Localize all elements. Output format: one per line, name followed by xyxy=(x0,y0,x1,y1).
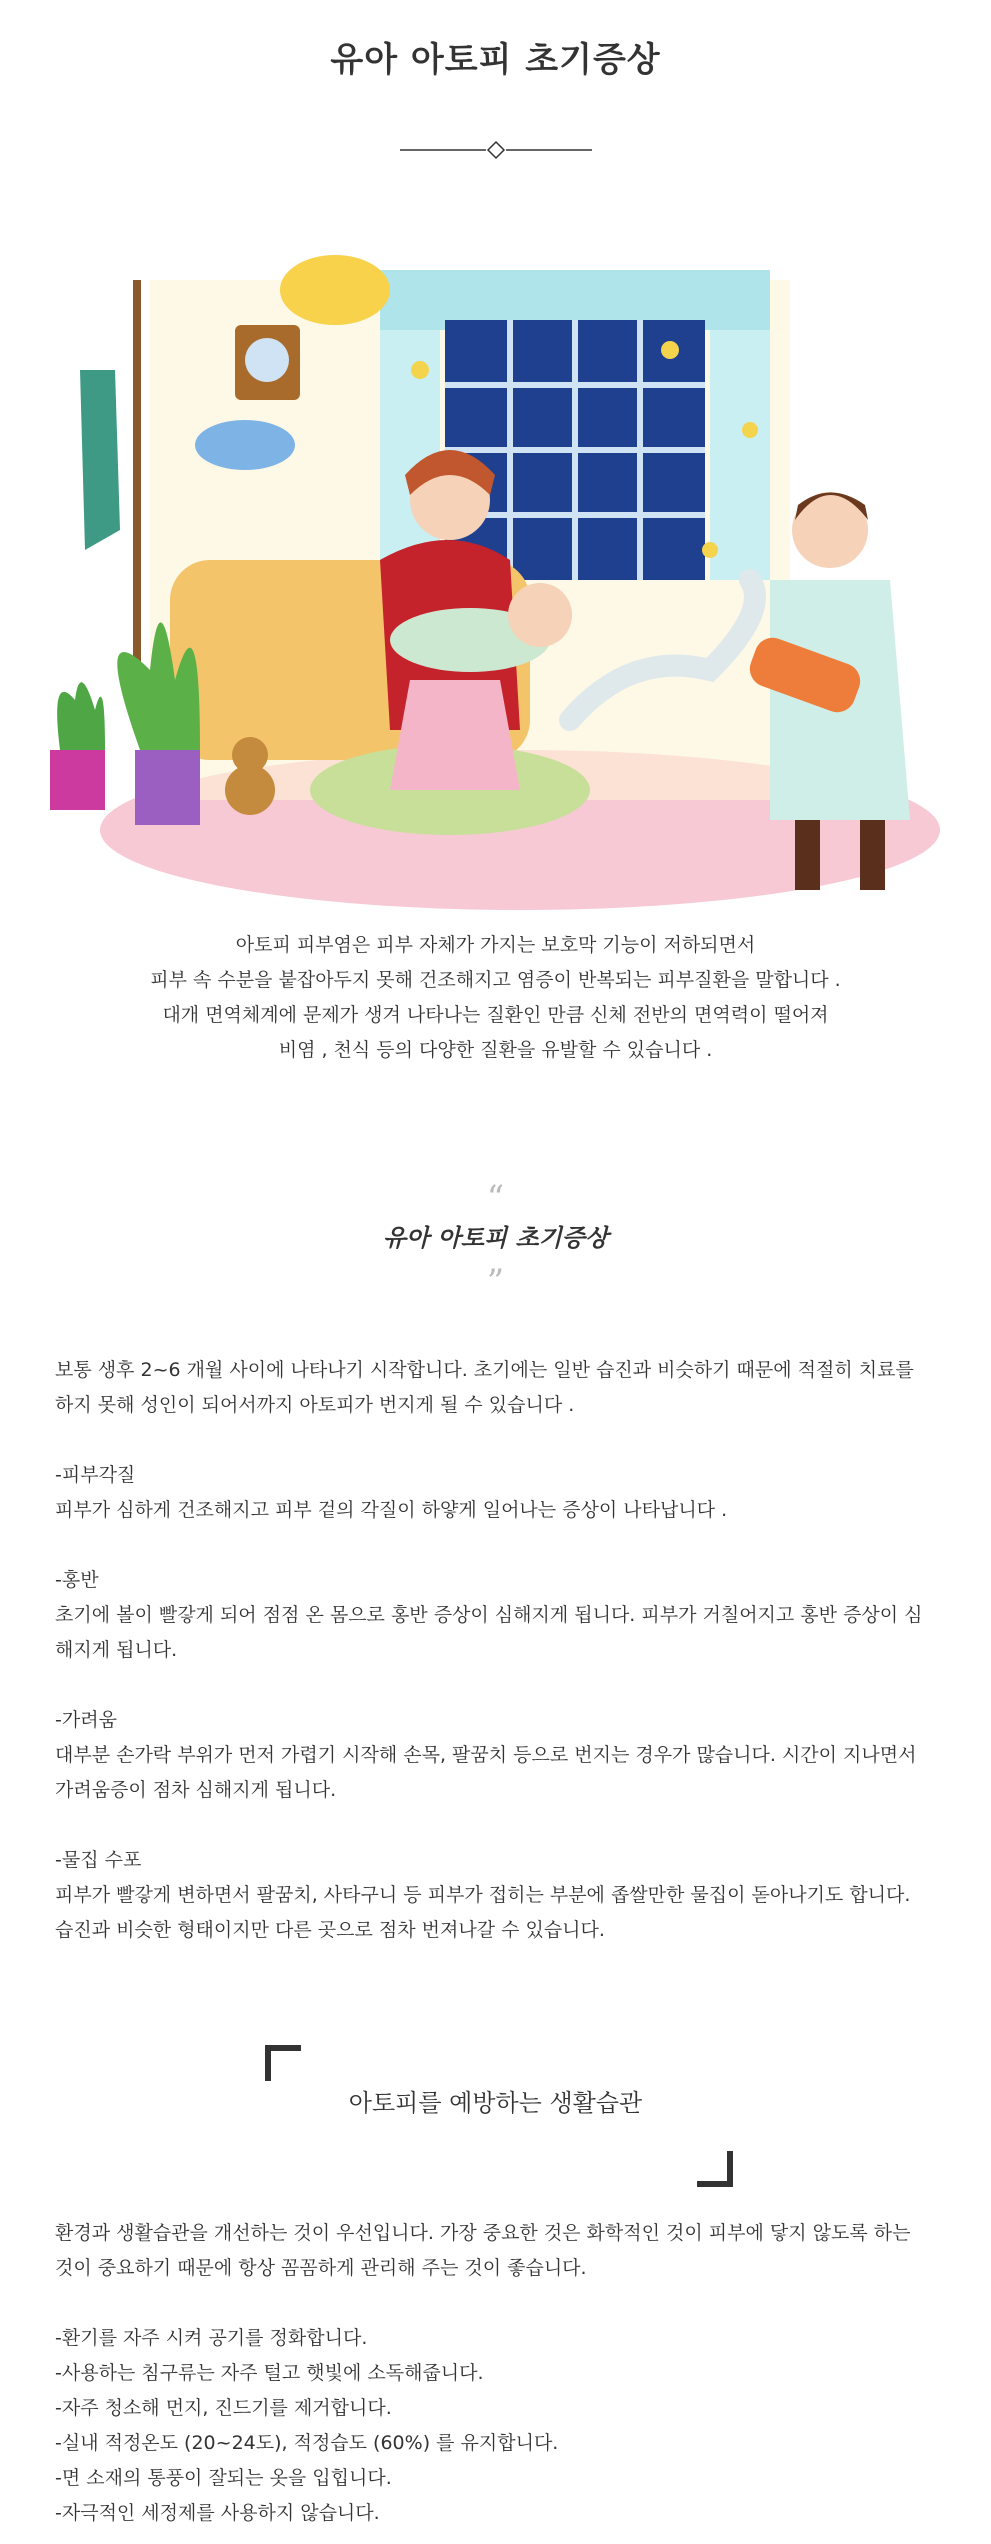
prevention-habits-list xyxy=(55,2321,940,2531)
symptom-skin-flaking xyxy=(55,1458,940,1528)
symptom-heading: -물집 수포 xyxy=(55,1849,142,1871)
paragraph-line: 보통 생후 2~6 개월 사이에 나타나기 시작합니다. 초기에는 일반 습진과 비슷하기 때문에 적절히 치료를 xyxy=(55,1359,914,1381)
symptom-erythema xyxy=(55,1563,940,1668)
hero-illustration xyxy=(50,230,945,920)
intro-line: 피부 속 수분을 붙잡아두지 못해 건조해지고 염증이 반복되는 피부질환을 말합니다 . xyxy=(150,969,841,991)
section-title-symptoms: 유아 아토피 초기증상 xyxy=(382,1224,609,1252)
intro-line: 대개 면역체계에 문제가 생겨 나타나는 질환인 만큼 신체 전반의 면역력이 떨어져 xyxy=(162,1004,829,1026)
paragraph-line: 하지 못해 성인이 되어서까지 아토피가 번지게 될 수 있습니다 . xyxy=(55,1394,575,1416)
symptom-description: 대부분 손가락 부위가 먼저 가렵기 시작해 손목, 팔꿈치 등으로 번지는 경우가 많습니다. 시간이 지나면서 xyxy=(55,1744,917,1766)
page-title: 유아 아토피 초기증상 xyxy=(330,40,661,80)
intro-line: 아토피 피부염은 피부 자체가 가지는 보호막 기능이 저하되면서 xyxy=(235,934,756,956)
quote-close-mark: ” xyxy=(486,1262,505,1302)
habit-item: -사용하는 침구류는 자주 털고 햇빛에 소독해줍니다. xyxy=(55,2362,484,2384)
habit-item: -환기를 자주 시켜 공기를 정화합니다. xyxy=(55,2327,368,2349)
symptom-description: 초기에 볼이 빨갛게 되어 점점 온 몸으로 홍반 증상이 심해지게 됩니다. 피부가 거칠어지고 홍반 증상이 심 xyxy=(55,1604,923,1626)
symptom-description: 피부가 빨갛게 변하면서 팔꿈치, 사타구니 등 피부가 접히는 부분에 좁쌀만한 물집이 돋아나기도 합니다. xyxy=(55,1884,911,1906)
symptom-description: 피부가 심하게 건조해지고 피부 겉의 각질이 하얗게 일어나는 증상이 나타납니다 . xyxy=(55,1499,728,1521)
prevention-intro xyxy=(55,2216,940,2286)
quote-open-mark: “ xyxy=(486,1178,505,1218)
symptom-description: 가려움증이 점차 심해지게 됩니다. xyxy=(55,1779,337,1801)
habit-item: -자주 청소해 먼지, 진드기를 제거합니다. xyxy=(55,2397,392,2419)
symptom-blisters xyxy=(55,1843,940,1948)
title-divider xyxy=(400,140,592,160)
symptoms-intro xyxy=(55,1353,940,1423)
symptom-itching xyxy=(55,1703,940,1808)
corner-bracket-bottom-right xyxy=(697,2151,733,2187)
paragraph-line: 것이 중요하기 때문에 항상 꼼꼼하게 관리해 주는 것이 좋습니다. xyxy=(55,2257,587,2279)
symptom-heading: -피부각질 xyxy=(55,1464,136,1486)
symptom-heading: -홍반 xyxy=(55,1569,99,1591)
section-title-prevention: 아토피를 예방하는 생활습관 xyxy=(348,2089,643,2117)
habit-item: -실내 적정온도 (20~24도), 적정습도 (60%) 를 유지합니다. xyxy=(55,2432,559,2454)
habit-item: -면 소재의 통풍이 잘되는 옷을 입힙니다. xyxy=(55,2467,392,2489)
symptom-heading: -가려움 xyxy=(55,1709,117,1731)
habit-item: -자극적인 세정제를 사용하지 않습니다. xyxy=(55,2502,380,2524)
corner-bracket-top-left xyxy=(265,2045,301,2081)
intro-line: 비염 , 천식 등의 다양한 질환을 유발할 수 있습니다 . xyxy=(278,1039,713,1061)
paragraph-line: 환경과 생활습관을 개선하는 것이 우선입니다. 가장 중요한 것은 화학적인 것이 피부에 닿지 않도록 하는 xyxy=(55,2222,911,2244)
intro-text xyxy=(0,928,991,1068)
symptom-description: 해지게 됩니다. xyxy=(55,1639,178,1661)
symptom-description: 습진과 비슷한 형태이지만 다른 곳으로 점차 번져나갈 수 있습니다. xyxy=(55,1919,605,1941)
